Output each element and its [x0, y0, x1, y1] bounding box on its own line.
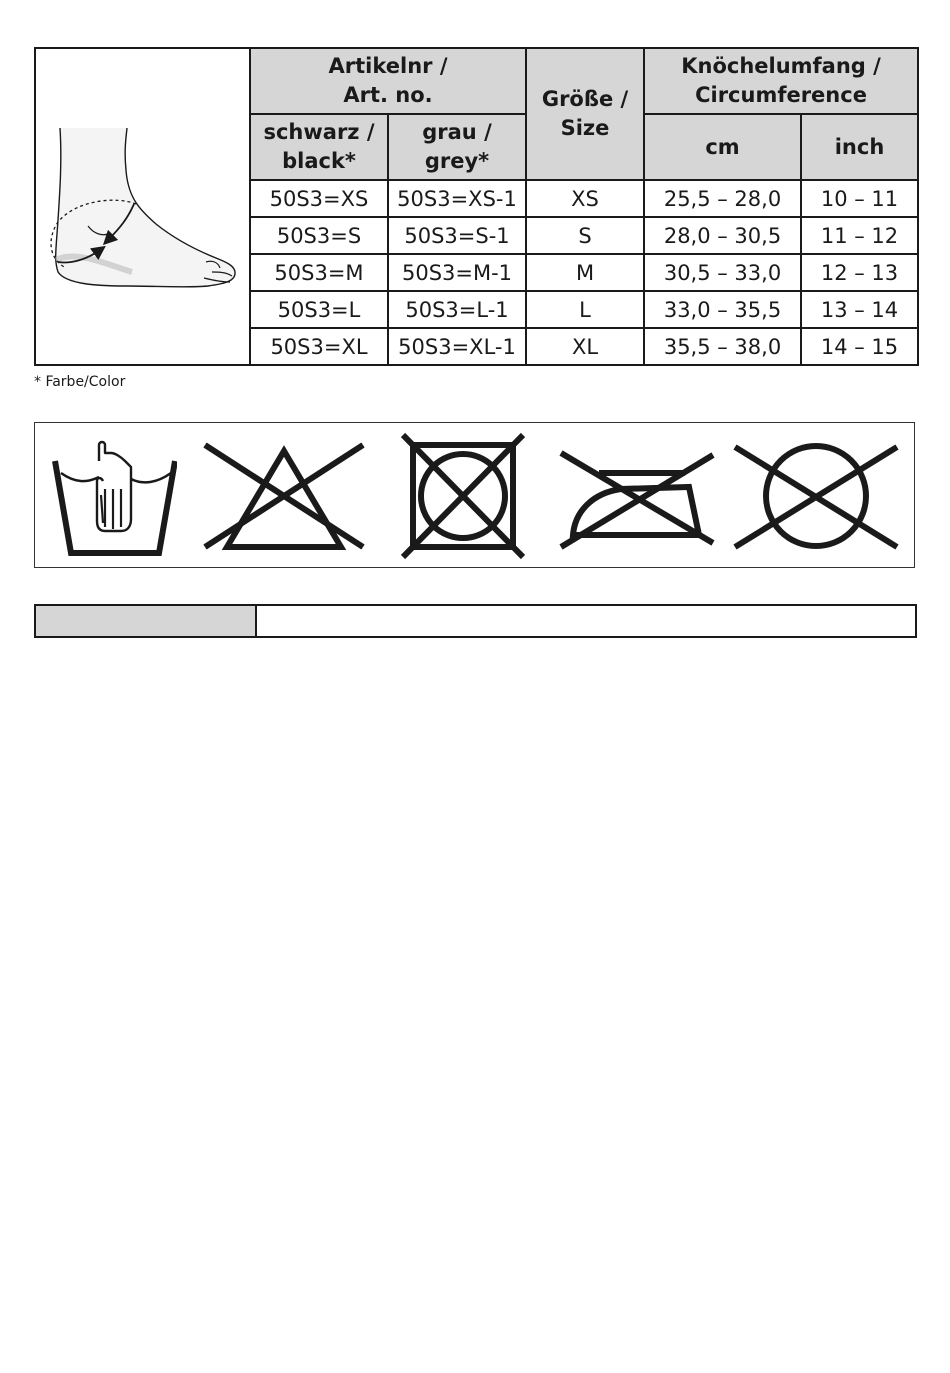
do-not-iron-icon [559, 431, 715, 561]
circumference-header: Knöchelumfang / Circumference [644, 48, 918, 114]
inch-value: 12 – 13 [801, 254, 918, 291]
black-article: 50S3=XS [250, 180, 388, 217]
black-article: 50S3=L [250, 291, 388, 328]
label-bar-empty-section [257, 606, 915, 636]
ankle-measure-icon [36, 50, 250, 363]
label-bar [34, 604, 917, 638]
hand-wash-icon [47, 431, 177, 561]
do-not-tumble-dry-icon [399, 431, 527, 561]
grey-article: 50S3=XS-1 [388, 180, 526, 217]
grey-article: 50S3=L-1 [388, 291, 526, 328]
cm-value: 30,5 – 33,0 [644, 254, 801, 291]
inch-value: 14 – 15 [801, 328, 918, 365]
grey-article: 50S3=M-1 [388, 254, 526, 291]
cm-value: 25,5 – 28,0 [644, 180, 801, 217]
black-article: 50S3=XL [250, 328, 388, 365]
size-value: M [526, 254, 644, 291]
inch-value: 10 – 11 [801, 180, 918, 217]
grey-article: 50S3=S-1 [388, 217, 526, 254]
size-value: XL [526, 328, 644, 365]
size-value: XS [526, 180, 644, 217]
size-header: Größe / Size [526, 48, 644, 180]
black-header: schwarz / black* [250, 114, 388, 180]
black-article: 50S3=S [250, 217, 388, 254]
cm-header: cm [644, 114, 801, 180]
cm-value: 35,5 – 38,0 [644, 328, 801, 365]
size-value: S [526, 217, 644, 254]
cm-value: 28,0 – 30,5 [644, 217, 801, 254]
do-not-dry-clean-icon [731, 431, 901, 561]
grey-header: grau / grey* [388, 114, 526, 180]
grey-article: 50S3=XL-1 [388, 328, 526, 365]
size-table [34, 47, 919, 366]
size-value: L [526, 291, 644, 328]
ankle-illustration [35, 48, 250, 365]
do-not-bleach-icon [201, 431, 367, 561]
color-footnote: * Farbe/Color [34, 374, 126, 390]
inch-value: 11 – 12 [801, 217, 918, 254]
label-bar-grey-section [36, 606, 257, 636]
inch-value: 13 – 14 [801, 291, 918, 328]
black-article: 50S3=M [250, 254, 388, 291]
cm-value: 33,0 – 35,5 [644, 291, 801, 328]
care-instructions [34, 422, 915, 568]
inch-header: inch [801, 114, 918, 180]
article-number-header: Artikelnr / Art. no. [250, 48, 526, 114]
